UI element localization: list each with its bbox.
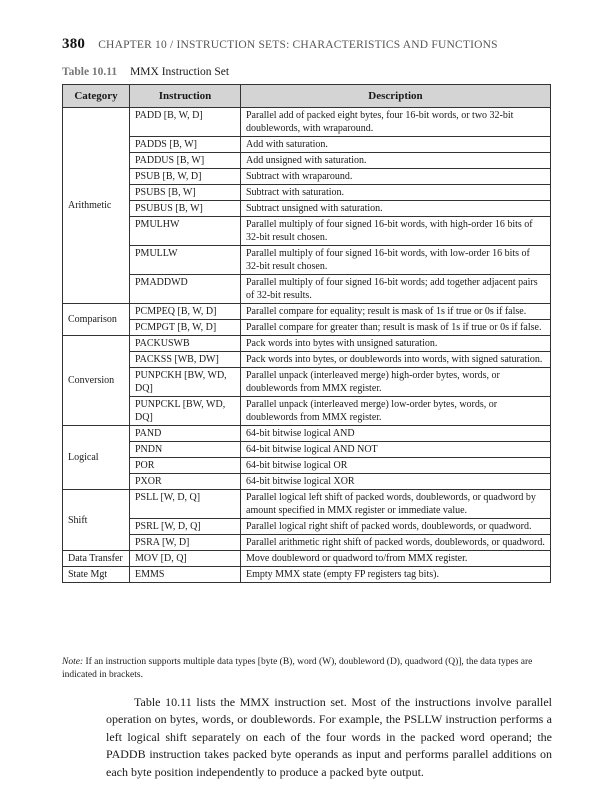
table-row — [63, 185, 551, 201]
instruction-cell: PSUBUS [B, W] — [130, 201, 241, 217]
instruction-cell: PSRA [W, D] — [130, 535, 241, 551]
description-cell: Pack words into bytes with unsigned saturation. — [241, 336, 551, 352]
instruction-cell: PSRL [W, D, Q] — [130, 519, 241, 535]
description-cell: Empty MMX state (empty FP registers tag bits). — [241, 567, 551, 583]
table-row — [63, 490, 551, 519]
category-cell: Conversion — [63, 336, 130, 426]
instruction-cell: PNDN — [130, 442, 241, 458]
description-cell: Subtract with wraparound. — [241, 169, 551, 185]
instruction-cell: PMADDWD — [130, 275, 241, 304]
table-row — [63, 368, 551, 397]
description-cell: Parallel multiply of four signed 16-bit words, with low-order 16 bits of 32-bit result chosen. — [241, 246, 551, 275]
table-row — [63, 567, 551, 583]
instruction-cell: PACKSS [WB, DW] — [130, 352, 241, 368]
description-cell: Add with saturation. — [241, 137, 551, 153]
category-cell: Data Transfer — [63, 551, 130, 567]
body-paragraph: Table 10.11 lists the MMX instruction set. Most of the instructions involve parallel operation on bytes, words, or doublewords. For example, the PSLLW instruction performs a left logical shift separately on each of the four words in the packed word operand; the PADDB instruction takes packed byte operands as input and performs parallel additions on each byte position independently to produce a packed byte output. — [106, 695, 552, 779]
instruction-cell: PXOR — [130, 474, 241, 490]
column-header-description: Description — [241, 85, 551, 108]
mmx-instruction-table — [62, 84, 551, 583]
instruction-cell: PUNPCKL [BW, WD, DQ] — [130, 397, 241, 426]
instruction-cell: PACKUSWB — [130, 336, 241, 352]
description-cell: Parallel multiply of four signed 16-bit words; add together adjacent pairs of 32-bit results. — [241, 275, 551, 304]
description-cell: Parallel logical right shift of packed words, doublewords, or quadword. — [241, 519, 551, 535]
instruction-cell: PCMPGT [B, W, D] — [130, 320, 241, 336]
description-cell: Parallel compare for greater than; result is mask of 1s if true or 0s if false. — [241, 320, 551, 336]
description-cell: Subtract with saturation. — [241, 185, 551, 201]
instruction-cell: PAND — [130, 426, 241, 442]
table-row — [63, 352, 551, 368]
note-label: Note: — [62, 657, 84, 667]
description-cell: Add unsigned with saturation. — [241, 153, 551, 169]
category-cell: Comparison — [63, 304, 130, 336]
instruction-cell: MOV [D, Q] — [130, 551, 241, 567]
instruction-cell: PADDS [B, W] — [130, 137, 241, 153]
instruction-cell: PADD [B, W, D] — [130, 108, 241, 137]
column-header-instruction: Instruction — [130, 85, 241, 108]
category-cell: Logical — [63, 426, 130, 490]
table-row — [63, 458, 551, 474]
table-row — [63, 246, 551, 275]
table-row — [63, 426, 551, 442]
table-row — [63, 108, 551, 137]
table-row — [63, 153, 551, 169]
description-cell: Parallel unpack (interleaved merge) low-order bytes, words, or doublewords from MMX register. — [241, 397, 551, 426]
table-row — [63, 397, 551, 426]
instruction-cell: PUNPCKH [BW, WD, DQ] — [130, 368, 241, 397]
table-note — [62, 656, 551, 682]
description-cell: Subtract unsigned with saturation. — [241, 201, 551, 217]
table-row — [63, 519, 551, 535]
table-row — [63, 551, 551, 567]
column-header-category: Category — [63, 85, 130, 108]
table-row — [63, 474, 551, 490]
instruction-cell: PMULLW — [130, 246, 241, 275]
table-row — [63, 201, 551, 217]
chapter-title: CHAPTER 10 / INSTRUCTION SETS: CHARACTERISTICS AND FUNCTIONS — [98, 39, 498, 51]
table-row — [63, 442, 551, 458]
table-row — [63, 275, 551, 304]
category-cell: State Mgt — [63, 567, 130, 583]
description-cell: 64-bit bitwise logical AND NOT — [241, 442, 551, 458]
running-header — [62, 36, 498, 53]
description-cell: 64-bit bitwise logical AND — [241, 426, 551, 442]
description-cell: 64-bit bitwise logical XOR — [241, 474, 551, 490]
description-cell: Parallel add of packed eight bytes, four 16-bit words, or two 32-bit doublewords, with wraparound. — [241, 108, 551, 137]
instruction-cell: PSUBS [B, W] — [130, 185, 241, 201]
page-number: 380 — [62, 36, 86, 52]
category-cell: Shift — [63, 490, 130, 551]
table-row — [63, 137, 551, 153]
table-number: Table 10.11 — [62, 66, 118, 78]
instruction-cell: PADDUS [B, W] — [130, 153, 241, 169]
table-title: MMX Instruction Set — [130, 66, 230, 78]
description-cell: Parallel unpack (interleaved merge) high-order bytes, words, or doublewords from MMX register. — [241, 368, 551, 397]
table-row — [63, 169, 551, 185]
mmx-instruction-table-wrapper — [62, 84, 551, 583]
description-cell: Pack words into bytes, or doublewords into words, with signed saturation. — [241, 352, 551, 368]
description-cell: Parallel compare for equality; result is mask of 1s if true or 0s if false. — [241, 304, 551, 320]
table-row — [63, 336, 551, 352]
description-cell: Parallel multiply of four signed 16-bit words, with high-order 16 bits of 32-bit result chosen. — [241, 217, 551, 246]
instruction-cell: EMMS — [130, 567, 241, 583]
table-header-row — [63, 85, 551, 108]
category-cell: Arithmetic — [63, 108, 130, 304]
description-cell: Parallel logical left shift of packed words, doublewords, or quadword by amount specified in MMX register or immediate value. — [241, 490, 551, 519]
instruction-cell: PMULHW — [130, 217, 241, 246]
table-row — [63, 320, 551, 336]
instruction-cell: POR — [130, 458, 241, 474]
table-row — [63, 217, 551, 246]
description-cell: Parallel arithmetic right shift of packed words, doublewords, or quadword. — [241, 535, 551, 551]
instruction-cell: PSLL [W, D, Q] — [130, 490, 241, 519]
instruction-cell: PSUB [B, W, D] — [130, 169, 241, 185]
note-text: If an instruction supports multiple data types [byte (B), word (W), doubleword (D), quadword (Q)], the data types are indicated in brackets. — [62, 657, 533, 680]
table-caption — [62, 66, 229, 78]
table-row — [63, 304, 551, 320]
description-cell: Move doubleword or quadword to/from MMX register. — [241, 551, 551, 567]
instruction-cell: PCMPEQ [B, W, D] — [130, 304, 241, 320]
table-row — [63, 535, 551, 551]
description-cell: 64-bit bitwise logical OR — [241, 458, 551, 474]
